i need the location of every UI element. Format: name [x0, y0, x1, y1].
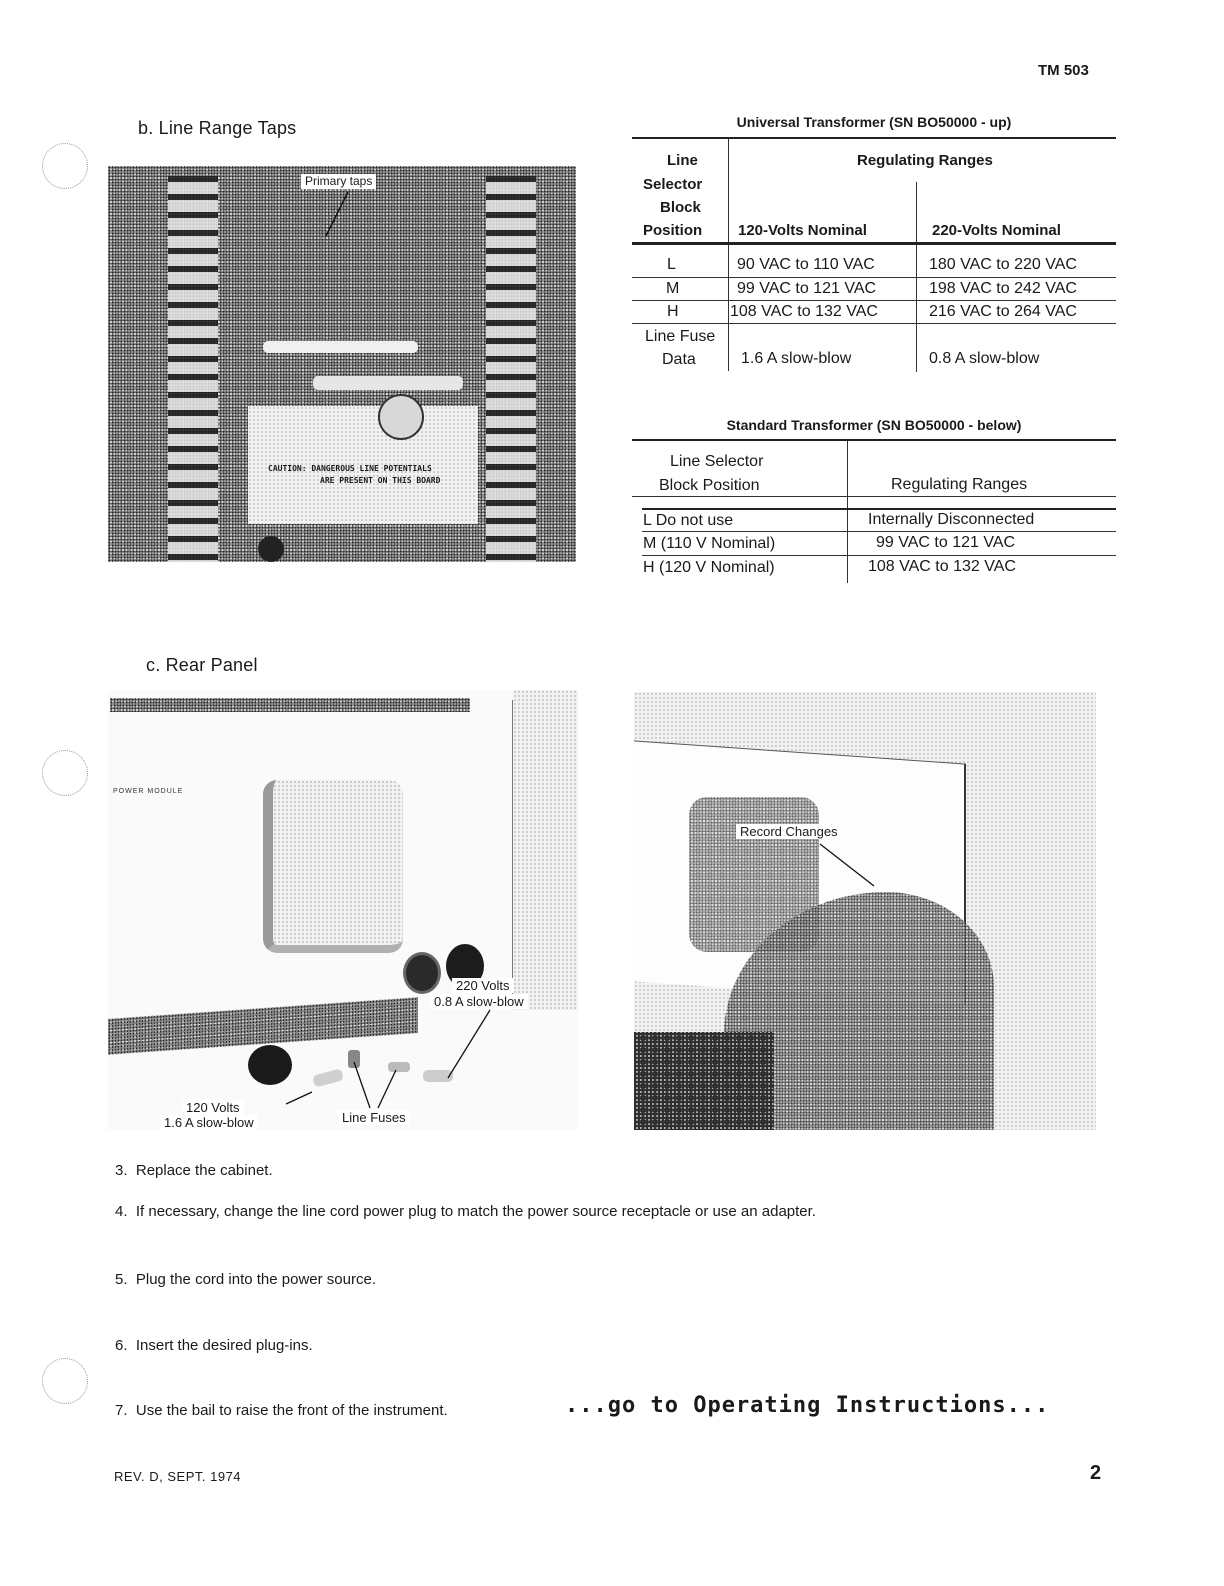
step-7-number: 7. — [115, 1402, 128, 1419]
revision-footer: REV. D, SEPT. 1974 — [114, 1469, 242, 1484]
universal-fuse-label-2: Data — [662, 351, 696, 368]
universal-row-H-pos: H — [667, 303, 679, 320]
universal-row-H-120: 108 VAC to 132 VAC — [730, 303, 878, 320]
callout-arrow — [318, 190, 358, 240]
universal-fuse-label-1: Line Fuse — [645, 328, 716, 345]
caution-label — [248, 406, 478, 524]
goto-operating-instructions: ...go to Operating Instructions... — [565, 1393, 1050, 1418]
universal-pos-header-2: Selector — [643, 176, 703, 193]
step-7 — [115, 1402, 448, 1419]
universal-col-divider-1 — [728, 139, 729, 371]
standard-row-H-pos: H (120 V Nominal) — [643, 559, 775, 576]
universal-header-rule — [632, 242, 1116, 245]
step-5-text: Plug the cord into the power source. — [135, 1271, 376, 1288]
standard-pos-header-2: Block Position — [659, 477, 760, 494]
line-range-taps-photo — [108, 166, 576, 562]
step-5 — [115, 1271, 376, 1288]
label-120-fuse: 1.6 A slow-blow — [160, 1115, 258, 1130]
punch-hole-top — [42, 143, 88, 189]
universal-row-rule-3 — [632, 323, 1116, 324]
record-changes-callout: Record Changes — [736, 824, 842, 839]
universal-row-rule-2 — [632, 300, 1116, 301]
step-4-text: If necessary, change the line cord power plug to match the power source receptacle or use an adapter. — [135, 1203, 816, 1220]
document-id: TM 503 — [1038, 62, 1089, 79]
universal-row-H-220: 216 VAC to 264 VAC — [929, 303, 1077, 320]
step-7-text: Use the bail to raise the front of the instrument. — [135, 1402, 448, 1419]
section-c-title: c. Rear Panel — [146, 655, 258, 675]
universal-row-M-pos: M — [666, 280, 680, 297]
universal-row-M-120: 99 VAC to 121 VAC — [737, 280, 877, 297]
standard-row-M-range: 99 VAC to 121 VAC — [876, 534, 1016, 551]
standard-row-rule-1 — [642, 531, 1116, 532]
terminal-strip-left — [168, 176, 218, 562]
label-120-volts: 120 Volts — [182, 1100, 244, 1115]
step-3-text: Replace the cabinet. — [135, 1162, 273, 1179]
step-5-number: 5. — [115, 1271, 128, 1288]
knob-bottom — [258, 536, 284, 562]
universal-fuse-120: 1.6 A slow-blow — [741, 350, 852, 367]
panel-label: POWER MODULE — [113, 788, 184, 795]
universal-row-M-220: 198 VAC to 242 VAC — [929, 280, 1077, 297]
standard-range-header: Regulating Ranges — [891, 476, 1028, 493]
standard-row-rule-2 — [642, 555, 1116, 556]
standard-row-M-pos: M (110 V Nominal) — [643, 535, 776, 552]
standard-col-divider — [847, 441, 848, 583]
punch-hole-bottom — [42, 1358, 88, 1404]
label-line-fuses: Line Fuses — [338, 1110, 410, 1125]
universal-top-rule — [632, 137, 1116, 139]
step-6 — [115, 1337, 313, 1354]
rear-panel-photo — [108, 690, 578, 1130]
punch-hole-middle — [42, 750, 88, 796]
universal-pos-header-4: Position — [643, 222, 703, 239]
step-3-number: 3. — [115, 1162, 128, 1179]
standard-row-L-pos: L Do not use — [643, 512, 734, 529]
universal-table-title: Universal Transformer (SN BO50000 - up) — [736, 114, 1012, 130]
label-220-volts: 220 Volts — [452, 978, 514, 993]
universal-120-header: 120-Volts Nominal — [738, 222, 867, 239]
standard-header-rule-1 — [632, 496, 1116, 497]
standard-row-H-range: 108 VAC to 132 VAC — [868, 558, 1016, 575]
step-4-number: 4. — [115, 1203, 128, 1220]
universal-row-L-220: 180 VAC to 220 VAC — [929, 256, 1077, 273]
page-number: 2 — [1090, 1462, 1102, 1484]
section-b-title: b. Line Range Taps — [138, 118, 297, 138]
universal-pos-header-3: Block — [660, 199, 701, 216]
fuse-1 — [263, 341, 418, 353]
standard-table-title: Standard Transformer (SN BO50000 - below) — [726, 417, 1022, 433]
fuse-2 — [313, 376, 463, 390]
knob — [378, 394, 424, 440]
primary-taps-callout: Primary taps — [301, 174, 376, 189]
standard-header-rule-2 — [642, 508, 1116, 510]
record-changes-arrow — [634, 692, 1096, 1130]
step-6-text: Insert the desired plug-ins. — [135, 1337, 313, 1354]
universal-fuse-220: 0.8 A slow-blow — [929, 350, 1040, 367]
universal-group-header: Regulating Ranges — [857, 152, 993, 169]
label-220-fuse: 0.8 A slow-blow — [430, 994, 528, 1009]
pointer-arrows — [108, 690, 578, 1130]
record-changes-photo — [634, 692, 1096, 1130]
universal-row-L-120: 90 VAC to 110 VAC — [737, 256, 875, 273]
caution-text-line2: ARE PRESENT ON THIS BOARD — [320, 476, 441, 485]
universal-row-L-pos: L — [667, 256, 676, 273]
step-3 — [115, 1162, 273, 1179]
standard-top-rule — [632, 439, 1116, 441]
caution-text-line1: CAUTION: DANGEROUS LINE POTENTIALS — [268, 464, 432, 473]
universal-220-header: 220-Volts Nominal — [932, 222, 1061, 239]
step-4 — [115, 1203, 816, 1220]
universal-pos-header-1: Line — [667, 152, 698, 169]
step-6-number: 6. — [115, 1337, 128, 1354]
universal-row-rule-1 — [632, 277, 1116, 278]
standard-row-L-range: Internally Disconnected — [868, 511, 1035, 528]
standard-pos-header-1: Line Selector — [670, 453, 764, 470]
terminal-strip-right — [486, 176, 536, 562]
